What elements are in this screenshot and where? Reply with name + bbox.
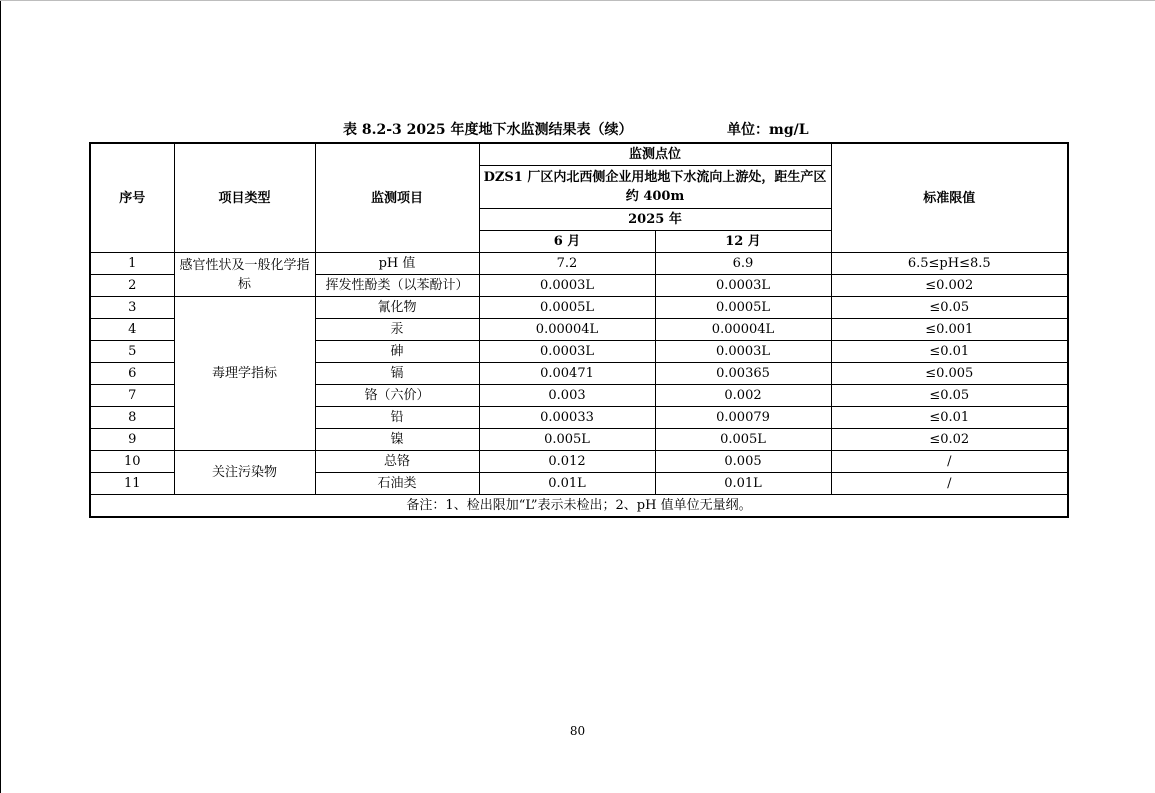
row-number: 5 (90, 341, 174, 363)
header-row (90, 143, 1068, 166)
table-unit: 单位：mg/L (727, 122, 809, 138)
monitoring-results-table (89, 142, 1069, 518)
row-standard: ≤0.05 (831, 297, 1068, 319)
page-number: 80 (569, 724, 586, 738)
row-number: 11 (90, 473, 174, 495)
row-value-june: 0.0003L (479, 341, 655, 363)
category-cell: 关注污染物 (174, 451, 315, 495)
row-value-june: 0.00033 (479, 407, 655, 429)
header-month-december: 12 月 (655, 231, 831, 253)
row-value-december: 0.0005L (655, 297, 831, 319)
row-item: 氰化物 (315, 297, 479, 319)
row-value-december: 0.005L (655, 429, 831, 451)
row-value-june: 0.005L (479, 429, 655, 451)
row-value-december: 0.002 (655, 385, 831, 407)
row-value-june: 0.0003L (479, 275, 655, 297)
category-cell: 感官性状及一般化学指标 (174, 253, 315, 297)
table-row (90, 297, 1068, 319)
table-row (90, 253, 1068, 275)
row-item: 挥发性酚类（以苯酚计） (315, 275, 479, 297)
table-note: 备注：1、检出限加“L”表示未检出；2、pH 值单位无量纲。 (90, 495, 1068, 518)
row-value-december: 0.00365 (655, 363, 831, 385)
note-row (90, 495, 1068, 518)
row-value-june: 0.01L (479, 473, 655, 495)
page-left-border (0, 0, 1, 793)
row-standard: ≤0.01 (831, 341, 1068, 363)
page-top-border (0, 0, 1155, 1)
row-standard: ≤0.001 (831, 319, 1068, 341)
row-standard: 6.5≤pH≤8.5 (831, 253, 1068, 275)
table-row (90, 451, 1068, 473)
row-standard: / (831, 473, 1068, 495)
header-monitoring-point: 监测点位 (479, 143, 831, 166)
row-value-june: 0.00471 (479, 363, 655, 385)
row-standard: ≤0.01 (831, 407, 1068, 429)
row-item: 石油类 (315, 473, 479, 495)
row-item: 总铬 (315, 451, 479, 473)
row-value-december: 0.00079 (655, 407, 831, 429)
row-number: 8 (90, 407, 174, 429)
row-standard: ≤0.02 (831, 429, 1068, 451)
row-value-june: 0.0005L (479, 297, 655, 319)
row-item: pH 值 (315, 253, 479, 275)
row-value-june: 0.003 (479, 385, 655, 407)
row-standard: ≤0.002 (831, 275, 1068, 297)
row-number: 3 (90, 297, 174, 319)
row-number: 10 (90, 451, 174, 473)
row-value-june: 7.2 (479, 253, 655, 275)
header-year: 2025 年 (479, 209, 831, 231)
row-item: 镉 (315, 363, 479, 385)
row-value-december: 0.0003L (655, 341, 831, 363)
row-value-december: 0.00004L (655, 319, 831, 341)
row-item: 铅 (315, 407, 479, 429)
table-title: 表 8.2-3 2025 年度地下水监测结果表（续） (343, 122, 633, 138)
header-standard: 标准限值 (831, 143, 1068, 253)
row-standard: ≤0.05 (831, 385, 1068, 407)
row-value-december: 0.01L (655, 473, 831, 495)
row-number: 4 (90, 319, 174, 341)
row-value-december: 0.005 (655, 451, 831, 473)
row-item: 铬（六价） (315, 385, 479, 407)
row-number: 6 (90, 363, 174, 385)
header-item: 监测项目 (315, 143, 479, 253)
header-site: DZS1 厂区内北西侧企业用地地下水流向上游处，距生产区约 400m (479, 166, 831, 209)
row-value-december: 0.0003L (655, 275, 831, 297)
row-number: 2 (90, 275, 174, 297)
header-month-june: 6 月 (479, 231, 655, 253)
row-item: 汞 (315, 319, 479, 341)
row-item: 镍 (315, 429, 479, 451)
category-cell: 毒理学指标 (174, 297, 315, 451)
row-item: 砷 (315, 341, 479, 363)
header-seq: 序号 (90, 143, 174, 253)
row-value-june: 0.012 (479, 451, 655, 473)
row-number: 7 (90, 385, 174, 407)
row-value-december: 6.9 (655, 253, 831, 275)
row-number: 9 (90, 429, 174, 451)
row-number: 1 (90, 253, 174, 275)
header-category: 项目类型 (174, 143, 315, 253)
row-standard: ≤0.005 (831, 363, 1068, 385)
row-standard: / (831, 451, 1068, 473)
row-value-june: 0.00004L (479, 319, 655, 341)
